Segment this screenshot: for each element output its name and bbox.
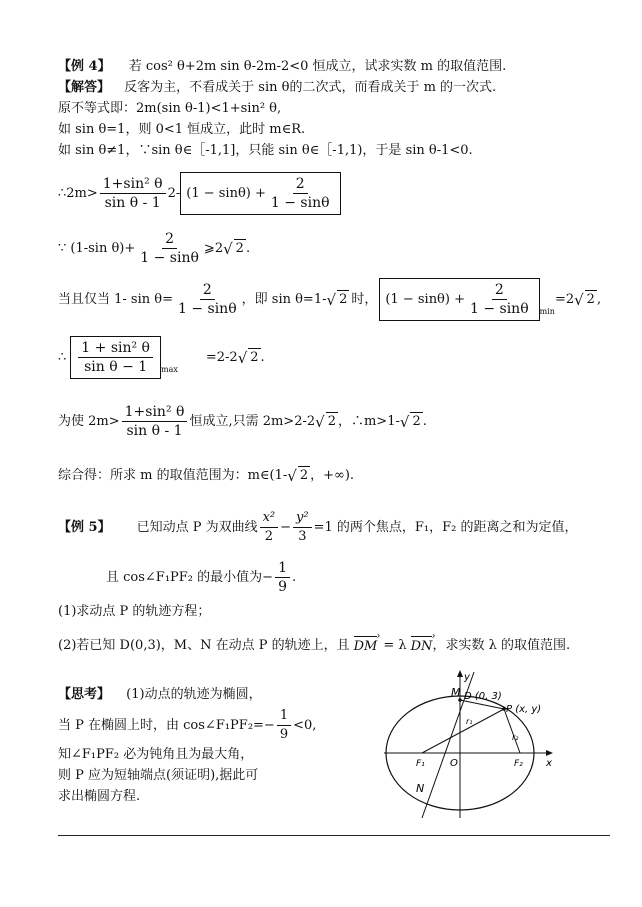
ex4-line5-fraction (137, 231, 202, 266)
ex4-line6-mid: ，即 sin θ=1- (241, 291, 327, 307)
label-f1: F₁ (416, 759, 425, 769)
label-n: N (416, 782, 425, 795)
ex4-conclusion (58, 466, 354, 485)
bottom-divider (58, 835, 610, 836)
fraction-numerator: 1 (277, 708, 291, 726)
think-line2 (58, 708, 316, 743)
bracket-fraction (467, 282, 532, 317)
ex5-statement-line2 (106, 560, 296, 595)
y-axis-arrow-icon (457, 670, 463, 677)
ex4-line3: 如 sin θ≠1，∵sin θ∈［-1,1]，只能 sin θ∈［-1,1)，于是 sin θ-1<0. (58, 143, 473, 158)
ex4-line4-mid: 2- (167, 185, 181, 201)
ex4-solution-line (58, 79, 496, 97)
ex5-min-fraction (275, 560, 290, 595)
ex4-line8-prefix: 为使 2m> (58, 413, 120, 429)
ex4-line4-fraction (100, 176, 166, 211)
fraction-numerator: 1+sin² θ (100, 176, 166, 194)
ex4-line2: 如 sin θ=1，则 0<1 恒成立，此时 m∈R. (58, 122, 306, 137)
ex4-line7-eq: =2-2 (205, 349, 238, 365)
sqrt-radicand: 2 (586, 292, 595, 307)
fraction-denominator: 3 (298, 529, 307, 544)
period: . (291, 569, 297, 585)
hyperbola-x-fraction (260, 510, 279, 545)
ex4-statement: 若 cos² θ+2m sin θ-2m-2<0 恒成立，试求实数 m 的取值范围. (128, 59, 507, 74)
think-line3: 知∠F₁PF₂ 必为钝角且为最大角， (58, 747, 254, 762)
label-m: M (451, 686, 461, 699)
period: . (245, 240, 251, 256)
ex5-q2-b: ，求实数 λ 的取值范围. (432, 638, 571, 653)
sqrt-radicand: 2 (299, 468, 309, 483)
fraction-denominator: 1 − sinθ (140, 250, 199, 266)
ex5-statement-b: =1 的两个焦点，F₁，F₂ 的距离之和为定值， (313, 519, 578, 535)
ex5-statement-c: 且 cos∠F₁PF₂ 的最小值为 (106, 569, 263, 585)
fraction-denominator: 2 (264, 529, 273, 544)
fraction-numerator: 2 (293, 176, 308, 194)
sqrt-sign: √ (287, 466, 297, 485)
fraction-numerator: 1+sin² θ (122, 404, 188, 422)
x-axis-arrow-icon (546, 750, 553, 756)
ex4-line8-then: ，∴m>1- (337, 413, 400, 429)
ex4-conclusion-suffix: ，+∞). (310, 467, 355, 483)
ex4-solution-text: 反客为主，不看成关于 sin θ的二次式，而看成关于 m 的一次式. (124, 80, 497, 95)
segment-pf2 (504, 709, 520, 753)
sqrt-radicand: 2 (250, 350, 259, 365)
sqrt-radicand: 2 (339, 292, 348, 307)
think-line4: 则 P 应为短轴端点(须证明),据此可 (58, 768, 259, 783)
ex4-line5-prefix: ∵ (1-sin θ)+ (58, 240, 136, 256)
sqrt-sign: √ (223, 239, 233, 258)
ex5-label: 【例 5】 (58, 519, 111, 535)
ex4-line7-prefix: ∴ (58, 349, 67, 365)
fraction-denominator: 1 − sinθ (270, 195, 330, 211)
vector-dm: DM › (354, 636, 378, 656)
max-subscript: max (161, 365, 178, 374)
comma: , (596, 291, 602, 307)
bracket-fraction (78, 340, 153, 375)
sqrt-sign: √ (315, 412, 325, 431)
ex4-line6-prefix: 当且仅当 1- sin θ= (58, 291, 173, 307)
fraction-denominator: sin θ - 1 (126, 423, 183, 439)
think-l2-b: <0, (293, 717, 317, 733)
think-line5: 求出椭圆方程. (58, 789, 141, 804)
ex5-statement-line (58, 510, 578, 545)
minus-sign: − (262, 569, 274, 585)
ex5-q2-eq: = λ (383, 638, 407, 653)
label-f2: F₂ (514, 759, 523, 769)
label-p: P (x, y) (506, 704, 542, 715)
fraction-numerator: 1 + sin² θ (78, 340, 153, 358)
ex4-solution-label: 【解答】 (58, 80, 111, 95)
sqrt-sign: √ (326, 290, 337, 309)
min-subscript: min (539, 307, 555, 316)
bracket-fraction (268, 176, 333, 211)
think-fraction (277, 708, 291, 743)
ex4-line4-bracket (180, 172, 340, 215)
ex4-line4-prefix: ∴2m> (58, 185, 98, 201)
ex4-line4 (58, 172, 341, 215)
ex4-line6-bracket (379, 278, 539, 321)
ex4-conclusion-prefix: 综合得：所求 m 的取值范围为：m∈(1- (58, 467, 288, 483)
ex5-q1: (1)求动点 P 的轨迹方程； (58, 604, 211, 619)
fraction-numerator: 1 (275, 560, 290, 578)
fraction-numerator: 2 (162, 231, 177, 249)
label-o: O (450, 758, 458, 769)
fraction-denominator: sin θ - 1 (104, 195, 161, 211)
fraction-denominator: sin θ − 1 (84, 359, 148, 375)
think-line1 (58, 686, 262, 704)
ex5-q2 (58, 636, 570, 656)
sqrt-sign: √ (399, 412, 410, 431)
fraction-denominator: 1 − sinθ (177, 301, 237, 317)
fraction-denominator: 9 (278, 579, 287, 595)
ex4-line6 (58, 278, 601, 321)
ex5-q2-a: (2)若已知 D(0,3)，M、N 在动点 P 的轨迹上，且 (58, 638, 350, 653)
y-label: y (464, 672, 470, 683)
ex4-line8-mid: 恒成立,只需 2m>2-2 (189, 413, 316, 429)
segment-f1p (422, 709, 504, 753)
ex4-line1: 原不等式即：2m(sin θ-1)<1+sin² θ, (58, 101, 282, 116)
fraction-numerator: x² (260, 510, 279, 528)
ex4-line8 (58, 404, 427, 439)
sqrt-radicand: 2 (235, 241, 244, 256)
think-label: 【思考】 (58, 687, 111, 702)
sqrt-radicand: 2 (412, 414, 421, 429)
sqrt-sign: √ (237, 348, 248, 367)
sqrt-sign: √ (574, 290, 584, 309)
ex4-line6-fraction (175, 282, 240, 317)
ex4-line7-bracket (70, 336, 161, 379)
think-l1: (1)动点的轨迹为椭圆， (126, 687, 262, 702)
minus-sign: − (280, 519, 292, 535)
ex4-line5 (58, 231, 250, 266)
ex4-line6-when: 时， (351, 291, 378, 307)
hyperbola-y-fraction (293, 510, 312, 545)
sqrt-radicand: 2 (327, 414, 336, 429)
ex4-label: 【例 4】 (58, 59, 111, 74)
ex4-line8-fraction (122, 404, 188, 439)
bracket-term: (1 − sinθ) + (186, 185, 266, 201)
label-r1: r₁ (466, 717, 473, 726)
fraction-numerator: y² (293, 510, 312, 528)
label-d: D (0, 3) (464, 691, 502, 702)
ellipse-figure (380, 668, 560, 828)
label-r2: r₂ (512, 733, 519, 742)
bracket-term: (1 − sinθ) + (385, 291, 465, 307)
fraction-denominator: 9 (279, 727, 289, 742)
fraction-numerator: 2 (200, 282, 215, 300)
think-l2-a: 当 P 在椭圆上时，由 cos∠F₁PF₂=− (58, 717, 275, 733)
ex5-statement-a: 已知动点 P 为双曲线 (136, 519, 258, 535)
ex4-statement-line (58, 58, 506, 76)
vector-dn: DN › (411, 636, 433, 656)
ex4-line5-suffix: ⩾2 (203, 240, 224, 256)
x-label: x (546, 758, 552, 769)
period: . (260, 349, 265, 365)
fraction-numerator: 2 (492, 282, 507, 300)
period: . (422, 413, 427, 429)
ex4-line6-eq: =2 (554, 291, 575, 307)
fraction-denominator: 1 − sinθ (469, 301, 529, 317)
ex4-line7 (58, 336, 265, 379)
